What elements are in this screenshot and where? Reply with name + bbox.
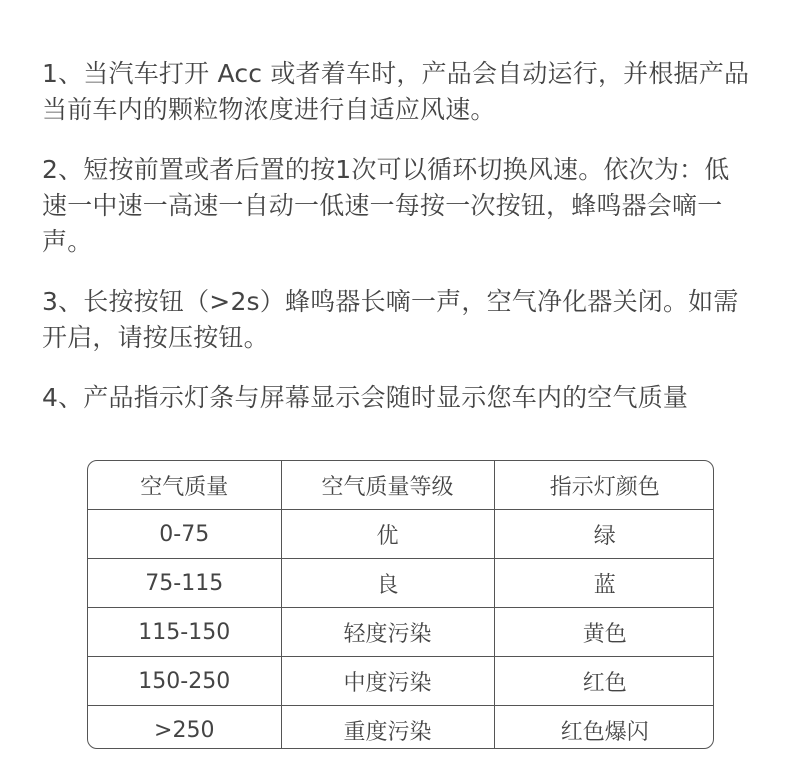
cell-color: 黄色 — [494, 608, 714, 657]
table-row — [88, 510, 714, 559]
cell-level: 轻度污染 — [281, 608, 494, 657]
table-row — [88, 559, 714, 608]
instruction-3: 3、长按按钮（>2s）蜂鸣器长嘀一声，空气净化器关闭。如需开启，请按压按钮。 — [42, 287, 739, 352]
cell-level: 优 — [281, 510, 494, 559]
air-quality-table — [87, 460, 714, 749]
table-row — [88, 706, 714, 750]
cell-level: 重度污染 — [281, 706, 494, 750]
cell-color: 绿 — [494, 510, 714, 559]
cell-range: 75-115 — [88, 559, 281, 608]
table-header-row — [88, 461, 714, 510]
cell-color: 红色 — [494, 657, 714, 706]
cell-level: 中度污染 — [281, 657, 494, 706]
instruction-1: 1、当汽车打开 Acc 或者着车时，产品会自动运行，并根据产品当前车内的颗粒物浓度进行自适应风速。 — [42, 59, 750, 124]
header-air-quality: 空气质量 — [88, 461, 281, 510]
instructions — [42, 56, 754, 416]
cell-level: 良 — [281, 559, 494, 608]
instruction-4: 4、产品指示灯条与屏幕显示会随时显示您车内的空气质量 — [42, 383, 689, 412]
table-row — [88, 657, 714, 706]
cell-color: 红色爆闪 — [560, 719, 649, 745]
header-quality-level: 空气质量等级 — [281, 461, 494, 510]
cell-range: 115-150 — [88, 608, 281, 657]
instruction-2: 2、短按前置或者后置的按1次可以循环切换风速。依次为：低速一中速一高速一自动一低速一每按一次按钮，蜂鸣器会嘀一声。 — [42, 155, 730, 256]
cell-range: 150-250 — [88, 657, 281, 706]
header-indicator-color: 指示灯颜色 — [494, 461, 714, 510]
cell-range: 0-75 — [88, 510, 281, 559]
table-row — [88, 608, 714, 657]
cell-color: 蓝 — [494, 559, 714, 608]
cell-range: >250 — [88, 706, 281, 750]
